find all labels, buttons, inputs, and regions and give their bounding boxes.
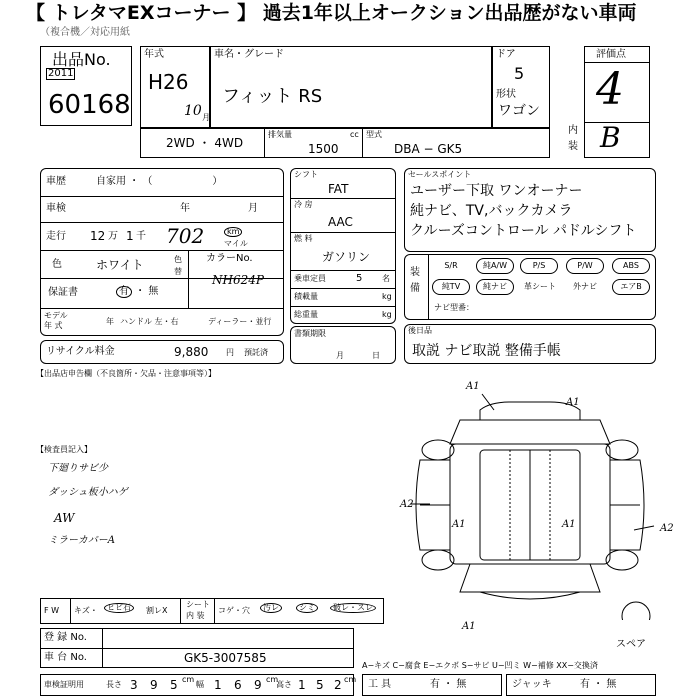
cert-hgt-1: 5 [316, 678, 324, 692]
color-value: ホワイト [96, 258, 144, 272]
model-year-label-1: モデル [44, 311, 68, 320]
year-era: H26 [148, 70, 189, 94]
equip-ps: P/S [520, 258, 558, 274]
mileage-man-unit: 万 [108, 231, 118, 242]
cond-seat-1: シート [186, 600, 210, 609]
chassis-label: 車 台 No. [44, 652, 87, 663]
model-year-label-2: 年 式 [44, 321, 63, 330]
equip-leather: 革シート [524, 282, 556, 291]
aircon-label: 冷 房 [294, 200, 313, 209]
inspector-label: 【検査員記入】 [36, 445, 92, 454]
model-year-year: 年 [106, 317, 114, 326]
cond-k4: コゲ・穴 [218, 606, 250, 615]
cert-len-0: 3 [130, 678, 138, 692]
color-no-label: カラーNo. [206, 253, 253, 264]
mark-a2-left: A2 [400, 499, 414, 510]
cert-label: 車検証明用 [44, 680, 84, 689]
model-year-dealer: ディーラー・並行 [208, 317, 272, 326]
load-unit: kg [382, 292, 392, 301]
lot-year-stamp: 2011 [48, 68, 74, 79]
deadline-label: 書類期限 [294, 329, 326, 338]
equip-aw: 純A/W [476, 258, 514, 274]
capacity-value: 5 [356, 273, 363, 284]
color-label: 色 [52, 259, 62, 270]
displacement-unit: cc [350, 130, 359, 139]
equip-ext-navi: 外ナビ [573, 282, 597, 291]
postal-label: 後日品 [408, 326, 432, 335]
cert-len-1: 9 [150, 678, 158, 692]
car-damage-diagram [400, 380, 670, 620]
cert-cm-1: cm [182, 675, 195, 684]
doors-value: 5 [514, 64, 525, 83]
sales-line-3: クルーズコントロール パドルシフト [410, 223, 637, 239]
cert-wid-label: 幅 [196, 680, 204, 689]
doors-label: ドア [496, 49, 516, 60]
legend: A−キズ C−腐食 E−エクボ S−サビ U−凹ミ W−補修 XX−交換済 [362, 661, 598, 670]
tools-label: 工 具 [368, 679, 392, 690]
history-value: 自家用 ・ （ ） [96, 176, 223, 187]
score-label: 評価点 [596, 49, 626, 60]
cond-fw: F W [44, 606, 60, 615]
capacity-label: 乗車定員 [294, 274, 326, 283]
cond-k1: キズ・ [74, 606, 98, 615]
mark-a2-right: A2 [660, 523, 674, 534]
mileage-sen-unit: 千 [136, 231, 146, 242]
shift-label: シフト [294, 170, 318, 179]
inspection-year: 年 [180, 203, 190, 214]
mileage-man: 12 [90, 229, 106, 243]
year-month: 10 [184, 103, 202, 119]
inspection-label: 車検 [46, 203, 66, 214]
cut-text: （複合機／対応用紙 [40, 27, 130, 38]
displacement-value: 1500 [308, 142, 339, 156]
details-box [40, 168, 284, 336]
cert-cm-3: cm [344, 675, 357, 684]
declaration-label: 【出品店申告欄（不良箇所・欠品・注意事項等）】 [36, 369, 216, 378]
mileage-sen: 1 [126, 229, 134, 243]
spare-label: スペア [616, 639, 646, 650]
cert-len-2: 5 [170, 678, 178, 692]
lot-number: 60168 [48, 90, 131, 120]
displacement-label: 排気量 [268, 130, 292, 139]
inspection-month: 月 [248, 203, 258, 214]
equip-abs: ABS [612, 258, 650, 274]
banner-title: 【 トレタマEXコーナー 】 過去1年以上オークション出品歴がない車両 [26, 2, 637, 24]
shift-value: FAT [328, 182, 349, 196]
capacity-unit: 名 [382, 274, 390, 283]
interior-value: B [600, 121, 621, 154]
cert-cm-2: cm [266, 675, 279, 684]
inspector-note-2: ダッシュ板小ハゲ [48, 487, 128, 498]
equipment-label-2: 備 [410, 283, 420, 294]
load-label: 積載量 [294, 292, 318, 301]
drive-label: 2WD ・ 4WD [166, 136, 244, 150]
equip-sr: S/R [444, 261, 458, 270]
mileage-km: km [224, 227, 242, 237]
fuel-label: 燃 料 [294, 234, 313, 243]
color-change-1: 色 [174, 255, 182, 264]
warranty-label: 保証書 [48, 287, 78, 298]
mark-a1-top: A1 [466, 381, 480, 392]
cert-len-label: 長さ [106, 680, 122, 689]
aircon-value: AAC [328, 215, 353, 229]
model-label: 型式 [366, 130, 382, 139]
recycle-note: 預託済 [244, 348, 268, 357]
color-change-2: 替 [174, 267, 182, 276]
model-year-handle: ハンドル 左・右 [120, 317, 179, 326]
sales-line-1: ユーザー下取 ワンオーナー [410, 183, 583, 199]
shape-label: 形状 [496, 89, 516, 100]
inspector-note-3: AW [54, 511, 75, 525]
equipment-label-1: 装 [410, 267, 420, 278]
cert-wid-2: 9 [254, 678, 262, 692]
cert-wid-0: 1 [214, 678, 222, 692]
jack-options: 有 ・ 無 [580, 679, 617, 690]
weight-label: 総重量 [294, 310, 318, 319]
cond-k3: 割レX [146, 606, 168, 615]
interior-label-2: 装 [568, 141, 578, 152]
year-label: 年式 [144, 49, 164, 60]
cert-hgt-0: 1 [298, 678, 306, 692]
equip-tv: 純TV [432, 279, 470, 295]
recycle-label: リサイクル料金 [46, 346, 115, 357]
year-month-suffix: 月 [202, 113, 210, 122]
cert-hgt-2: 2 [334, 678, 342, 692]
deadline-month: 月 [336, 351, 344, 360]
mark-a1-spare: A1 [462, 621, 476, 632]
equip-pw: P/W [566, 258, 604, 274]
fuel-value: ガソリン [322, 250, 371, 264]
mark-a1-mirror: A1 [566, 397, 580, 408]
cond-k6: シミ [296, 603, 318, 613]
name-label: 車名・グレード [214, 49, 284, 60]
color-no: NH624P [212, 273, 264, 287]
jack-label: ジャッキ [512, 679, 552, 690]
name-value: フィット RS [222, 86, 323, 107]
cert-hgt-label: 高さ [276, 680, 292, 689]
reg-label: 登 録 No. [44, 632, 87, 643]
recycle-value: 9,880 [174, 345, 209, 359]
mileage-hand: 702 [166, 224, 205, 248]
inspector-note-1: 下廻りサビ少 [48, 463, 108, 474]
mileage-mile: マイル [224, 239, 248, 248]
navi-label: ナビ型番： [434, 303, 474, 312]
equip-airbag: エアB [612, 279, 650, 295]
chassis-value: GK5-3007585 [184, 651, 267, 665]
cond-seat-2: 内 装 [186, 611, 205, 620]
lot-label: 出品No. [52, 50, 111, 69]
mileage-label: 走行 [46, 231, 66, 242]
shape-value: ワゴン [498, 103, 540, 119]
mark-a1-hood: A1 [452, 519, 466, 530]
cert-wid-1: 6 [234, 678, 242, 692]
interior-label-1: 内 [568, 125, 578, 136]
equip-navi: 純ナビ [476, 279, 514, 295]
cond-k7: 破レ・スレ [330, 603, 376, 613]
deadline-day: 日 [372, 351, 380, 360]
mark-a1-rear: A1 [562, 519, 576, 530]
cond-k5: 汚レ [260, 603, 282, 613]
model-value: DBA − GK5 [394, 142, 463, 156]
tools-options: 有 ・ 無 [430, 679, 467, 690]
warranty-yes: 有 ・ 無 [116, 286, 158, 298]
cond-k2: ヒビ石 [104, 603, 134, 613]
postal-value: 取説 ナビ取説 整備手帳 [412, 343, 561, 359]
sales-line-2: 純ナビ、TV,バックカメラ [410, 203, 573, 219]
recycle-unit: 円 [226, 348, 234, 357]
score-value: 4 [596, 64, 624, 115]
inspector-note-4: ミラーカバーA [48, 535, 116, 546]
weight-unit: kg [382, 310, 392, 319]
sales-label: セールスポイント [408, 170, 472, 179]
history-label: 車歴 [46, 176, 66, 187]
